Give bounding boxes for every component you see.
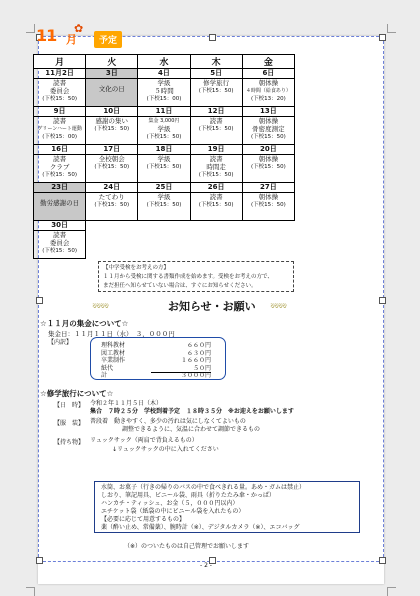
fee-name: 図工教材 bbox=[101, 349, 126, 357]
dismissal-time: (下校15：50) bbox=[198, 126, 234, 132]
backpack-items-box bbox=[94, 481, 360, 533]
dismissal-time: (下校15：50) bbox=[146, 134, 182, 140]
day-number: 10日 bbox=[86, 107, 137, 117]
notice-line: １１月から受検に関する書類作成を始めます。受検をお考えの方で、 bbox=[103, 274, 273, 280]
calendar-day-cell bbox=[86, 183, 138, 221]
day-event: 朝体操 bbox=[258, 117, 279, 125]
month-unit: 月 bbox=[66, 33, 77, 46]
banner-decoration: ﾐｼﾐｼﾐｼﾐｼ bbox=[92, 303, 109, 310]
dismissal-time: (下校15：50) bbox=[250, 164, 286, 170]
dismissal-time: (下校15：00) bbox=[42, 134, 77, 140]
day-number: 19日 bbox=[191, 145, 242, 155]
day-number: 12日 bbox=[191, 107, 242, 117]
day-event: 時間走 bbox=[206, 163, 226, 171]
calendar-day-cell bbox=[138, 107, 190, 145]
weekday-header: 金 bbox=[242, 55, 294, 69]
resize-handle[interactable] bbox=[379, 34, 386, 41]
dismissal-time: (下校15：50) bbox=[94, 126, 130, 132]
day-number: 26日 bbox=[191, 183, 242, 193]
day-event: 読書 bbox=[209, 117, 223, 125]
crop-mark bbox=[26, 587, 35, 596]
fee-value: ６３０円 bbox=[186, 349, 211, 357]
fee-value: １６６０円 bbox=[180, 357, 211, 364]
trip-items-label: 【持ち物】 bbox=[54, 439, 85, 446]
month-number: 11 bbox=[36, 26, 57, 45]
calendar-day-cell bbox=[34, 183, 86, 221]
fee-name: 理科教材 bbox=[101, 342, 126, 349]
dismissal-time: (下校15：50) bbox=[42, 172, 77, 178]
dismissal-time: (下校15：50) bbox=[198, 88, 234, 94]
day-event: 文化の日 bbox=[98, 85, 125, 93]
day-number: 9日 bbox=[34, 107, 85, 117]
resize-handle[interactable] bbox=[36, 557, 43, 564]
trip-items: リュックサック（両肩で背負えるもの） bbox=[90, 437, 198, 444]
bag-item: ハンカチ・ティッシュ、お金（５，０００円以内） bbox=[101, 500, 239, 507]
day-number: 6日 bbox=[243, 69, 294, 79]
calendar-day-cell bbox=[86, 69, 138, 107]
crop-mark bbox=[387, 24, 396, 33]
day-event: 学級 bbox=[157, 155, 171, 163]
calendar-week-row bbox=[34, 107, 295, 145]
bag-item: エチケット袋（紙袋の中にビニール袋を入れたもの） bbox=[101, 508, 245, 515]
day-event: 委員会 bbox=[49, 239, 70, 247]
fee-breakdown-box bbox=[90, 337, 226, 380]
dismissal-time: (下校15：50) bbox=[42, 96, 77, 102]
day-number: 17日 bbox=[86, 145, 137, 155]
dismissal-time: (下校15：50) bbox=[198, 202, 234, 208]
crop-mark bbox=[26, 24, 35, 33]
dismissal-time: (下校15：50) bbox=[250, 202, 286, 208]
day-event: 学級 bbox=[157, 79, 171, 87]
bag-item: 【必要に応じて用意するもの】 bbox=[101, 516, 186, 523]
bag-item: しおり、筆記用具、ビニール袋、雨具（折りたたみ傘・かっぱ） bbox=[101, 492, 275, 499]
calendar-table bbox=[33, 54, 295, 259]
dismissal-time: (下校15：50) bbox=[198, 172, 234, 178]
calendar-day-cell bbox=[138, 183, 190, 221]
day-event: 骨密度測定 bbox=[252, 125, 285, 133]
day-number: 25日 bbox=[138, 183, 189, 193]
resize-handle[interactable] bbox=[209, 34, 216, 41]
day-number: 27日 bbox=[243, 183, 294, 193]
day-event: 読書 bbox=[209, 193, 223, 201]
day-event: グリーンハート運動 bbox=[37, 126, 82, 132]
month-header bbox=[36, 22, 156, 52]
fee-value: ５０円 bbox=[192, 364, 211, 372]
resize-handle[interactable] bbox=[379, 557, 386, 564]
calendar-day-cell bbox=[190, 107, 242, 145]
day-event: 朝体操 bbox=[258, 155, 279, 163]
calendar-day-cell bbox=[190, 145, 242, 183]
bag-item: 水筒、お菓子（行きの帰りのバスの中で食べきれる量。あめ・ガムは禁止） bbox=[101, 484, 306, 491]
exam-notice-box bbox=[98, 261, 294, 292]
day-number: 16日 bbox=[34, 145, 85, 155]
day-event: 読書 bbox=[53, 79, 67, 87]
calendar-day-cell bbox=[138, 69, 190, 107]
fee-value: ６６０円 bbox=[186, 342, 211, 349]
fee-name: 紙代 bbox=[101, 364, 114, 372]
weekday-header: 木 bbox=[190, 55, 242, 69]
notice-title: 【中学受検をお考えの方】 bbox=[103, 265, 170, 271]
weekday-header: 火 bbox=[86, 55, 138, 69]
calendar-day-cell bbox=[190, 183, 242, 221]
day-event: 全校朝会 bbox=[98, 155, 125, 163]
day-number: 5日 bbox=[191, 69, 242, 79]
maple-leaf-icon: ✿ bbox=[74, 22, 84, 35]
fee-name: 計 bbox=[101, 372, 108, 379]
day-number: 30日 bbox=[34, 221, 85, 231]
schedule-badge: 予定 bbox=[94, 31, 122, 48]
day-event: 学級 bbox=[157, 193, 171, 201]
day-number: 11月2日 bbox=[34, 69, 85, 79]
notice-banner bbox=[92, 298, 336, 312]
dismissal-time: (下校15：50) bbox=[146, 164, 182, 170]
day-number: 23日 bbox=[34, 183, 85, 193]
weekday-header: 月 bbox=[34, 55, 86, 69]
dismissal-time: (下校15：00) bbox=[146, 96, 182, 102]
day-event: 読書 bbox=[53, 117, 67, 125]
notice-line: まだ担任へ知らせていない場合は、すぐにお知らせください。 bbox=[103, 283, 257, 289]
calendar-day-cell bbox=[34, 221, 86, 259]
collection-heading: ☆１１月の集金について☆ bbox=[40, 319, 129, 328]
calendar-day-cell bbox=[34, 107, 86, 145]
empty-cell bbox=[86, 221, 295, 259]
calendar-day-cell bbox=[242, 69, 294, 107]
day-event: 朝体操 bbox=[258, 79, 279, 87]
day-number: 11日 bbox=[138, 107, 189, 117]
calendar-day-cell bbox=[242, 183, 294, 221]
trip-date-label: 【日 時】 bbox=[54, 402, 85, 409]
day-event: 学級 bbox=[157, 125, 171, 133]
day-number: 3日 bbox=[86, 69, 137, 79]
trip-dress: 調整できるように、気温に合わせて調節できるもの bbox=[122, 426, 261, 433]
trip-items: ↓リュックサックの中に入れてください bbox=[112, 446, 219, 453]
day-number: 20日 bbox=[243, 145, 294, 155]
calendar-day-cell bbox=[190, 69, 242, 107]
calendar-week-row bbox=[34, 69, 295, 107]
day-event: 集金 3,000円 bbox=[148, 118, 180, 124]
dismissal-time: (下校15：50) bbox=[146, 202, 182, 208]
day-event: ４時間（給食あり） bbox=[245, 88, 291, 94]
bag-item: 薬（酔い止め、常備薬）、腕時計（※）、デジタルカメラ（※）、エコバッグ bbox=[101, 524, 300, 531]
day-event: 朝体操 bbox=[258, 193, 279, 201]
day-event: 修学旅行 bbox=[203, 79, 230, 87]
day-event: 読書 bbox=[53, 155, 67, 163]
calendar-day-cell bbox=[86, 145, 138, 183]
trip-times: 集合 ７時２５分 学校到着予定 １８時３５分 ※お迎えをお願いします bbox=[90, 408, 294, 415]
calendar-week-row bbox=[34, 183, 295, 221]
day-event: 読書 bbox=[209, 155, 223, 163]
day-number: 4日 bbox=[138, 69, 189, 79]
calendar-day-cell bbox=[86, 107, 138, 145]
dismissal-time: (下校15：50) bbox=[94, 164, 130, 170]
calendar-day-cell bbox=[34, 145, 86, 183]
resize-handle[interactable] bbox=[36, 297, 43, 304]
banner-decoration: ﾐｼﾐｼﾐｼﾐｼ bbox=[270, 303, 287, 310]
trip-heading: ☆修学旅行について☆ bbox=[40, 389, 114, 398]
day-number: 13日 bbox=[243, 107, 294, 117]
day-event: 感謝の集い bbox=[95, 117, 129, 125]
dismissal-time: (下校15：50) bbox=[42, 248, 77, 254]
day-event: 委員会 bbox=[49, 87, 70, 95]
calendar-day-cell bbox=[242, 107, 294, 145]
calendar-day-cell bbox=[34, 69, 86, 107]
resize-handle[interactable] bbox=[379, 297, 386, 304]
crop-mark bbox=[387, 587, 396, 596]
trip-dress: 普段着 動きやすく、多少の汚れは気にしなくてよいもの bbox=[90, 418, 246, 425]
page-number: - 2 - bbox=[200, 562, 212, 569]
day-event: 読書 bbox=[53, 231, 67, 239]
day-number: 24日 bbox=[86, 183, 137, 193]
day-event: たてわり bbox=[98, 193, 125, 201]
calendar-day-cell bbox=[242, 145, 294, 183]
dismissal-time: (下校13：20) bbox=[250, 96, 286, 102]
trip-dress-label: 【服 装】 bbox=[54, 420, 85, 427]
fee-value: ３０００円 bbox=[180, 372, 211, 379]
trip-date: 令和２年１１月５日（木） bbox=[90, 400, 163, 407]
day-event: ５時間 bbox=[154, 87, 174, 95]
banner-title: お知らせ・お願い bbox=[168, 300, 256, 313]
weekday-header: 水 bbox=[138, 55, 190, 69]
calendar-day-cell bbox=[138, 145, 190, 183]
calendar-week-row bbox=[34, 145, 295, 183]
dismissal-time: (下校15：50) bbox=[94, 202, 130, 208]
day-event: クラブ bbox=[49, 163, 70, 171]
self-management-note: （※）のついたものは自己管理でお願いします bbox=[124, 543, 250, 550]
fee-name: 卒業制作 bbox=[101, 357, 126, 364]
calendar-week-row bbox=[34, 221, 295, 259]
breakdown-label: 【内訳】 bbox=[48, 339, 73, 346]
collection-date: 集金日：１１月１１日（水） ３，０００円 bbox=[48, 330, 175, 338]
day-number: 18日 bbox=[138, 145, 189, 155]
dismissal-time: (下校15：50) bbox=[250, 134, 286, 140]
day-event: 勤労感謝の日 bbox=[40, 199, 80, 207]
